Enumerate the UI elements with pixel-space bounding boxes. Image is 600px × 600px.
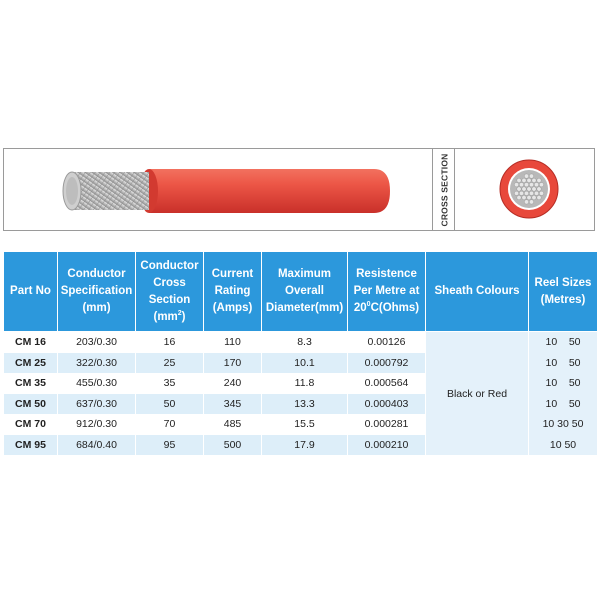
cable-illustration <box>54 161 394 221</box>
cross-section-cell: 16 <box>136 332 204 353</box>
current-rating-cell: 345 <box>204 394 262 415</box>
table-header-row <box>4 252 598 332</box>
part-no-cell: CM 35 <box>4 373 58 394</box>
resistance-cell: 0.000210 <box>348 435 426 456</box>
header-sheath-colours: Sheath Colours <box>426 252 529 332</box>
resistance-cell: 0.000281 <box>348 414 426 435</box>
sheath-colours-cell: Black or Red <box>426 332 529 456</box>
header-resistance: Resistence Per Metre at $20^0C(Ohms)$ <box>348 252 426 332</box>
resistance-cell: 0.00126 <box>348 332 426 353</box>
cross-section-label-box <box>432 148 455 231</box>
current-rating-cell: 240 <box>204 373 262 394</box>
cross-section-cell: 95 <box>136 435 204 456</box>
part-no-cell: CM 50 <box>4 394 58 415</box>
part-no-cell: CM 25 <box>4 353 58 374</box>
conductor-spec-cell: 203/0.30 <box>58 332 136 353</box>
resistance-cell: 0.000564 <box>348 373 426 394</box>
conductor-spec-cell: 637/0.30 <box>58 394 136 415</box>
conductor-spec-cell: 684/0.40 <box>58 435 136 456</box>
table-row <box>4 332 598 353</box>
current-rating-cell: 110 <box>204 332 262 353</box>
reel-sizes-cell: 10 50 <box>529 353 598 374</box>
diameter-cell: 13.3 <box>262 394 348 415</box>
header-part-no: Part No <box>4 252 58 332</box>
part-no-cell: CM 16 <box>4 332 58 353</box>
cross-section-cell: 25 <box>136 353 204 374</box>
diameter-cell: 11.8 <box>262 373 348 394</box>
specification-table <box>3 251 598 455</box>
reel-sizes-cell: 10 50 <box>529 332 598 353</box>
diameter-cell: 15.5 <box>262 414 348 435</box>
header-current-rating: Current Rating (Amps) <box>204 252 262 332</box>
cross-section-cell: 70 <box>136 414 204 435</box>
resistance-cell: 0.000403 <box>348 394 426 415</box>
header-reel-sizes: Reel Sizes (Metres) <box>529 252 598 332</box>
conductor-spec-cell: 912/0.30 <box>58 414 136 435</box>
header-max-diameter: Maximum Overall Diameter(mm) <box>262 252 348 332</box>
reel-sizes-cell: 10 50 <box>529 435 598 456</box>
current-rating-cell: 500 <box>204 435 262 456</box>
cross-section-cell: 35 <box>136 373 204 394</box>
current-rating-cell: 485 <box>204 414 262 435</box>
conductor-spec-cell: 322/0.30 <box>58 353 136 374</box>
reel-sizes-cell: 10 30 50 <box>529 414 598 435</box>
conductor-spec-cell: 455/0.30 <box>58 373 136 394</box>
header-conductor-spec: Conductor Specification (mm) <box>58 252 136 332</box>
part-no-cell: CM 95 <box>4 435 58 456</box>
current-rating-cell: 170 <box>204 353 262 374</box>
cross-section-illustration <box>498 158 560 220</box>
diameter-cell: 17.9 <box>262 435 348 456</box>
diameter-cell: 10.1 <box>262 353 348 374</box>
resistance-cell: 0.000792 <box>348 353 426 374</box>
cross-section-cell: 50 <box>136 394 204 415</box>
part-no-cell: CM 70 <box>4 414 58 435</box>
reel-sizes-cell: 10 50 <box>529 394 598 415</box>
product-image-panel <box>3 148 595 231</box>
diameter-cell: 8.3 <box>262 332 348 353</box>
reel-sizes-cell: 10 50 <box>529 373 598 394</box>
cross-section-label: CROSS SECTION <box>439 153 450 226</box>
header-cross-section: Conductor Cross Section $(mm^2)$ <box>136 252 204 332</box>
